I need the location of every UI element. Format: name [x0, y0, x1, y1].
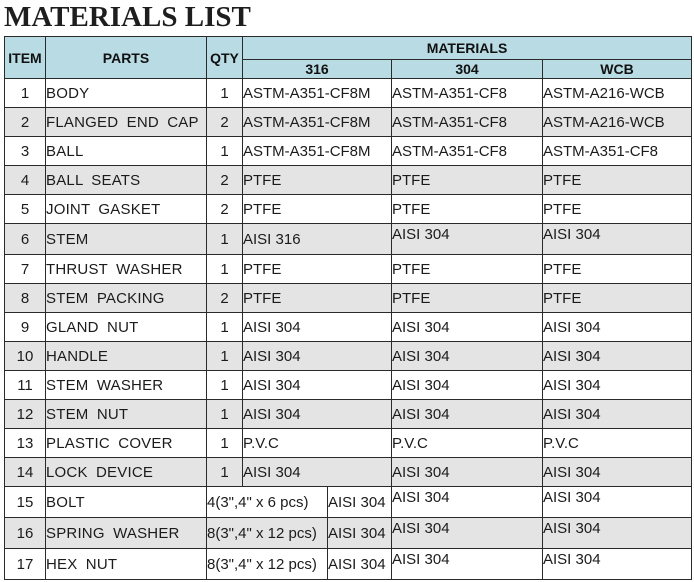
table-row: [5, 400, 692, 429]
item-number-cell: 16: [5, 518, 46, 549]
item-number-cell: 4: [5, 166, 46, 195]
item-number-cell: 10: [5, 342, 46, 371]
item-number-cell: 9: [5, 313, 46, 342]
material-304-cell: AISI 304: [392, 518, 543, 549]
item-number-cell: 1: [5, 79, 46, 108]
material-wcb-cell: AISI 304: [543, 224, 692, 255]
qty-cell: 4(3",4" x 6 pcs): [207, 487, 328, 518]
material-316-cell: ASTM-A351-CF8M: [243, 108, 392, 137]
material-wcb-cell: PTFE: [543, 284, 692, 313]
material-316-cell: AISI 304: [243, 342, 392, 371]
qty-cell: 1: [207, 458, 243, 487]
material-304-cell: AISI 304: [392, 371, 543, 400]
header-304: 304: [392, 60, 543, 79]
material-316-cell: AISI 304: [328, 518, 392, 549]
qty-cell: 1: [207, 371, 243, 400]
table-body: [5, 79, 692, 580]
qty-cell: 2: [207, 166, 243, 195]
part-name-cell: STEM NUT: [46, 400, 207, 429]
item-number-cell: 13: [5, 429, 46, 458]
material-316-cell: PTFE: [243, 166, 392, 195]
header-parts: PARTS: [46, 37, 207, 79]
part-name-cell: BOLT: [46, 487, 207, 518]
qty-cell: 8(3",4" x 12 pcs): [207, 549, 328, 580]
qty-cell: 1: [207, 429, 243, 458]
material-304-cell: PTFE: [392, 195, 543, 224]
item-number-cell: 5: [5, 195, 46, 224]
table-row: [5, 458, 692, 487]
qty-cell: 1: [207, 224, 243, 255]
material-316-cell: P.V.C: [243, 429, 392, 458]
table-row: [5, 429, 692, 458]
part-name-cell: STEM: [46, 224, 207, 255]
header-wcb: WCB: [543, 60, 692, 79]
qty-cell: 1: [207, 137, 243, 166]
material-316-cell: AISI 304: [243, 400, 392, 429]
material-wcb-cell: AISI 304: [543, 400, 692, 429]
qty-cell: 2: [207, 284, 243, 313]
material-316-cell: AISI 304: [243, 313, 392, 342]
item-number-cell: 2: [5, 108, 46, 137]
table-row: [5, 108, 692, 137]
item-number-cell: 14: [5, 458, 46, 487]
part-name-cell: BALL SEATS: [46, 166, 207, 195]
item-number-cell: 17: [5, 549, 46, 580]
qty-cell: 1: [207, 400, 243, 429]
item-number-cell: 7: [5, 255, 46, 284]
table-row: [5, 255, 692, 284]
material-304-cell: AISI 304: [392, 342, 543, 371]
material-304-cell: ASTM-A351-CF8: [392, 79, 543, 108]
material-316-cell: AISI 316: [243, 224, 392, 255]
material-wcb-cell: AISI 304: [543, 487, 692, 518]
table-header: [5, 37, 692, 79]
material-304-cell: PTFE: [392, 284, 543, 313]
part-name-cell: STEM PACKING: [46, 284, 207, 313]
item-number-cell: 12: [5, 400, 46, 429]
materials-table: [4, 36, 692, 580]
part-name-cell: PLASTIC COVER: [46, 429, 207, 458]
part-name-cell: FLANGED END CAP: [46, 108, 207, 137]
material-wcb-cell: AISI 304: [543, 518, 692, 549]
material-wcb-cell: AISI 304: [543, 458, 692, 487]
material-wcb-cell: ASTM-A216-WCB: [543, 108, 692, 137]
material-wcb-cell: ASTM-A216-WCB: [543, 79, 692, 108]
material-316-cell: AISI 304: [328, 549, 392, 580]
table-row: [5, 371, 692, 400]
table-row: [5, 284, 692, 313]
table-row: [5, 224, 692, 255]
part-name-cell: STEM WASHER: [46, 371, 207, 400]
material-wcb-cell: ASTM-A351-CF8: [543, 137, 692, 166]
material-304-cell: AISI 304: [392, 487, 543, 518]
material-304-cell: AISI 304: [392, 313, 543, 342]
part-name-cell: HANDLE: [46, 342, 207, 371]
part-name-cell: BODY: [46, 79, 207, 108]
part-name-cell: HEX NUT: [46, 549, 207, 580]
table-row: [5, 518, 692, 549]
part-name-cell: BALL: [46, 137, 207, 166]
material-316-cell: AISI 304: [328, 487, 392, 518]
part-name-cell: THRUST WASHER: [46, 255, 207, 284]
header-316: 316: [243, 60, 392, 79]
table-row: [5, 313, 692, 342]
qty-cell: 1: [207, 342, 243, 371]
material-wcb-cell: PTFE: [543, 195, 692, 224]
material-wcb-cell: AISI 304: [543, 313, 692, 342]
item-number-cell: 6: [5, 224, 46, 255]
part-name-cell: GLAND NUT: [46, 313, 207, 342]
table-row: [5, 342, 692, 371]
material-304-cell: AISI 304: [392, 458, 543, 487]
qty-cell: 2: [207, 195, 243, 224]
material-304-cell: ASTM-A351-CF8: [392, 108, 543, 137]
page-title: MATERIALS LIST: [4, 1, 251, 33]
table-row: [5, 166, 692, 195]
header-item: ITEM: [5, 37, 46, 79]
material-304-cell: AISI 304: [392, 224, 543, 255]
table-row: [5, 195, 692, 224]
material-316-cell: PTFE: [243, 255, 392, 284]
material-316-cell: ASTM-A351-CF8M: [243, 79, 392, 108]
header-qty: QTY: [207, 37, 243, 79]
part-name-cell: JOINT GASKET: [46, 195, 207, 224]
material-316-cell: AISI 304: [243, 458, 392, 487]
table-row: [5, 549, 692, 580]
part-name-cell: LOCK DEVICE: [46, 458, 207, 487]
material-304-cell: PTFE: [392, 255, 543, 284]
material-wcb-cell: PTFE: [543, 255, 692, 284]
table-row: [5, 79, 692, 108]
item-number-cell: 3: [5, 137, 46, 166]
qty-cell: 1: [207, 255, 243, 284]
item-number-cell: 15: [5, 487, 46, 518]
header-materials: MATERIALS: [243, 37, 692, 60]
material-316-cell: PTFE: [243, 195, 392, 224]
item-number-cell: 11: [5, 371, 46, 400]
part-name-cell: SPRING WASHER: [46, 518, 207, 549]
material-304-cell: AISI 304: [392, 400, 543, 429]
item-number-cell: 8: [5, 284, 46, 313]
material-304-cell: P.V.C: [392, 429, 543, 458]
material-304-cell: ASTM-A351-CF8: [392, 137, 543, 166]
material-316-cell: AISI 304: [243, 371, 392, 400]
qty-cell: 2: [207, 108, 243, 137]
material-wcb-cell: AISI 304: [543, 371, 692, 400]
material-wcb-cell: AISI 304: [543, 342, 692, 371]
material-304-cell: AISI 304: [392, 549, 543, 580]
qty-cell: 1: [207, 79, 243, 108]
material-wcb-cell: AISI 304: [543, 549, 692, 580]
material-304-cell: PTFE: [392, 166, 543, 195]
material-316-cell: PTFE: [243, 284, 392, 313]
material-wcb-cell: P.V.C: [543, 429, 692, 458]
qty-cell: 1: [207, 313, 243, 342]
material-316-cell: ASTM-A351-CF8M: [243, 137, 392, 166]
material-wcb-cell: PTFE: [543, 166, 692, 195]
qty-cell: 8(3",4" x 12 pcs): [207, 518, 328, 549]
table-row: [5, 487, 692, 518]
table-row: [5, 137, 692, 166]
